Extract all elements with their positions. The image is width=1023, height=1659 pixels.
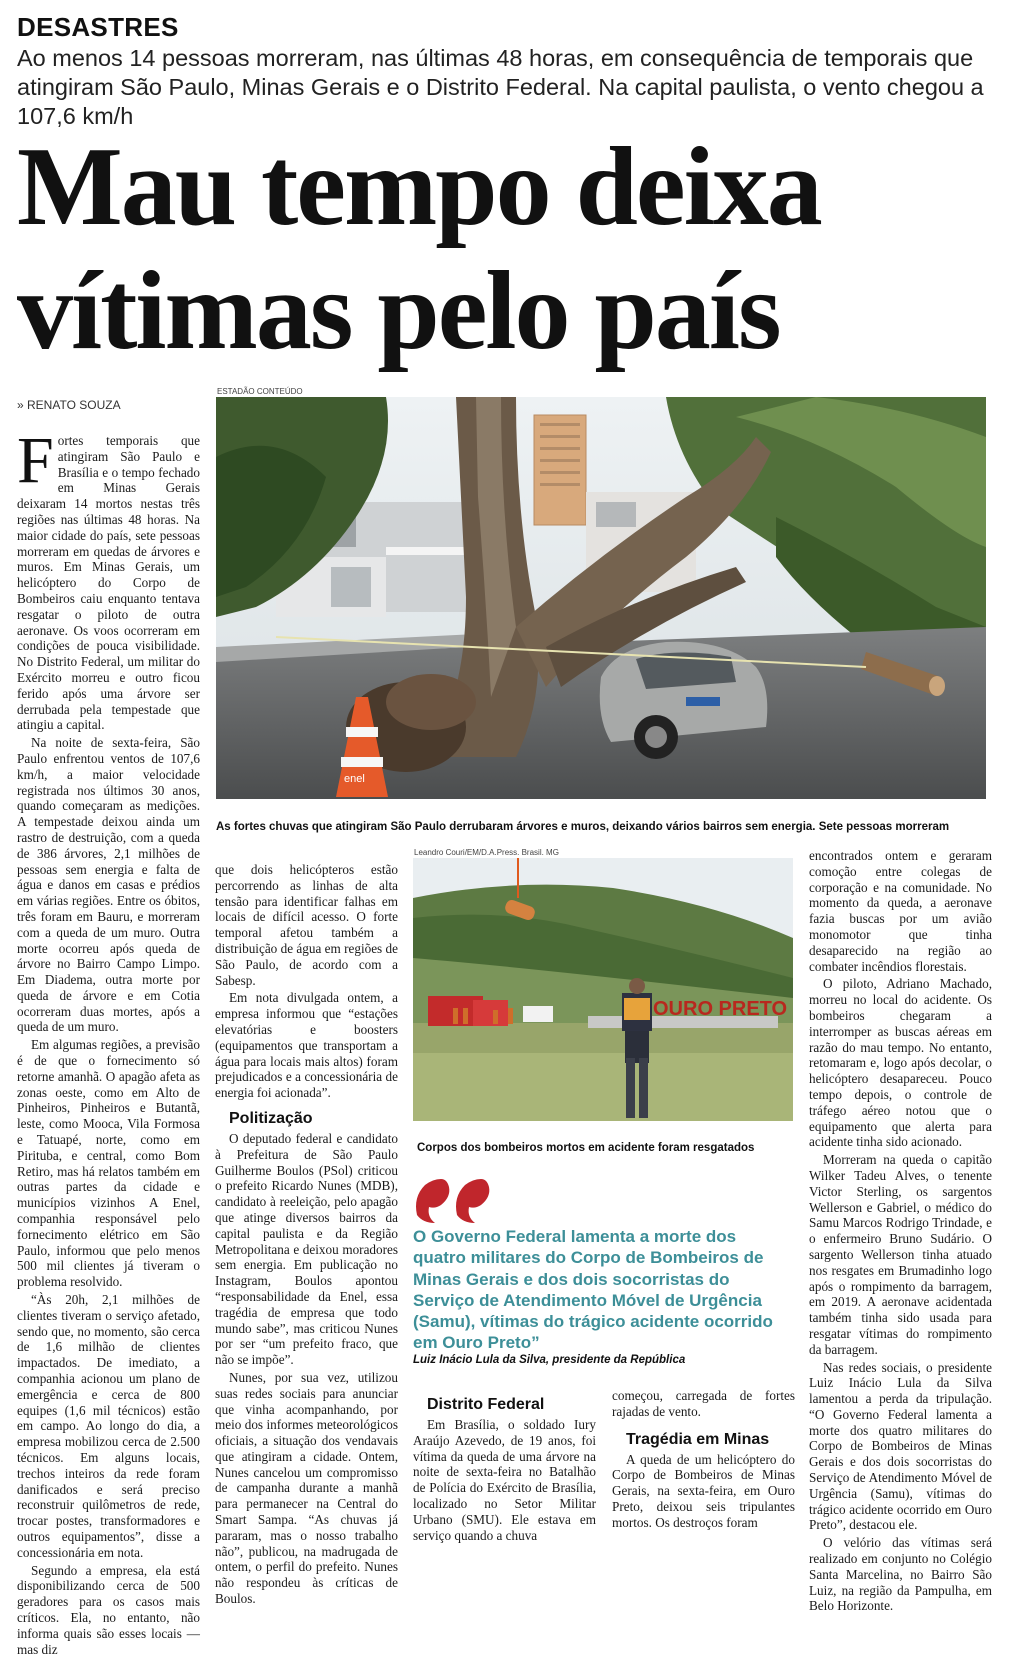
paragraph: O deputado federal e candidato à Prefeitura de São Paulo Guilherme Boulos (PSol) criticou o prefeito Ricardo Nunes (MDB), candidato à reeleição, pelo apagão que atinge diversos bairros da capital paulista e da Região Metropolitana e deixou moradores sem energia. Em publicação no Instagram, Boulos apontou “responsabilidade da Enel, essa tragédia de empresa que todo mundo sabe”, mas criticou Nunes por ser “um prefeito fraco, que não se impõe”. (215, 1130, 398, 1368)
photo-credit-second: Leandro Couri/EM/D.A.Press. Brasil. MG (414, 848, 559, 857)
paragraph: começou, carregada de fortes rajadas de vento. (612, 1388, 795, 1419)
main-photo-fallen-tree (216, 397, 986, 799)
headline-line-1: Mau tempo deixa (17, 125, 821, 249)
photo-credit-main: ESTADÃO CONTEÚDO (217, 387, 303, 396)
paragraph: Em algumas regiões, a previsão é de que o fornecimento só retorne amanhã. O apagão afeta as zonas oeste, como em Alto de Pinheiros, Pinheiros e Butantã, leste, como Mooca, Vila Formosa e Tatuapé, norte, como em Pirituba, e central, como Bom Retiro, mas há relatos também em outras partes da cidade e municípios vizinhos A Enel, companhia responsável pelo fornecimento elétrico em São Paulo, informou que pelo menos 500 mil clientes já tiveram o problema resolvido. (17, 1037, 200, 1290)
paragraph: A queda de um helicóptero do Corpo de Bombeiros de Minas Gerais, na sexta-feira, em Ouro Preto, deixou seis tripulantes mortos. Os destroços foram (612, 1451, 795, 1530)
paragraph-text: ortes temporais que atingiram São Paulo e Brasília e o tempo fechado em Minas Gerais deixaram 14 mortos nestas três regiões nas últimas 48 horas. Na maior cidade do país, sete pessoas morreram em quedas de árvores e muros. Em Minas Gerais, um helicóptero do Corpo de Bombeiros caiu enquanto tentava resgatar o piloto de outra aeronave. Os voos ocorreram em condições de pouca visibilidade. No Distrito Federal, um militar do Exército morreu e outro ficou ferido após uma árvore ser derrubada pela tempestade que atingiu a capital. (17, 433, 200, 733)
fallen-tree-illustration (216, 397, 986, 799)
section-tag: DESASTRES (17, 12, 179, 42)
rescue-scene-illustration (413, 858, 793, 1121)
article-column-5 (809, 848, 992, 1616)
article-column-2 (215, 862, 398, 1609)
paragraph (17, 424, 200, 733)
ouro-preto-sign: OURO PRETO (653, 998, 788, 1020)
headline (17, 125, 1017, 373)
paragraph: Em Brasília, o soldado Iury Araújo Azevedo, de 19 anos, foi vítima da queda de uma árvore na noite de sexta-feira no Batalhão de Polícia do Exército de Brasília, localizado no Setor Militar Urbano (SMU). Ele estava em serviço quando a chuva (413, 1417, 596, 1543)
quote-open-icon (413, 1177, 493, 1225)
article-column-3 (413, 1395, 596, 1545)
paragraph: O piloto, Adriano Machado, morreu no local do acidente. Os bombeiros chegaram a interromper as buscas aéreas em razão do mau tempo. No entanto, retomaram e, logo após decolar, o helicóptero desapareceu. Pouco tempo depois, o controle de tráfego aéreo notou que o equipamento que alerta para acidente tinha sido acionado. (809, 976, 992, 1150)
caption-main-photo: As fortes chuvas que atingiram São Paulo derrubaram árvores e muros, deixando vários bairros sem energia. Sete pessoas morreram (216, 821, 950, 833)
paragraph: Em nota divulgada ontem, a empresa informou que “estações elevatórias e boosters (equipamentos que transportam a água para locais mais altos) foram prejudicados e a concessionária de energia foi acionada”. (215, 990, 398, 1101)
headline-line-2: vítimas pelo país (17, 249, 780, 373)
paragraph: Segundo a empresa, ela está disponibilizando cerca de 500 geradores para os casos mais críticos. Ela, no entanto, não informa quais são esses locais — mas diz (17, 1562, 200, 1657)
byline: » RENATO SOUZA (17, 398, 121, 412)
article-column-1 (17, 424, 200, 1659)
deck-subtitle: Ao menos 14 pessoas morreram, nas últimas 48 horas, em consequência de temporais que atingiram São Paulo, Minas Gerais e o Distrito Federal. Na capital paulista, o vento chegou a 107,6 km/h (17, 45, 984, 129)
cone-label: enel (344, 773, 365, 785)
caption-second-photo: Corpos dos bombeiros mortos em acidente foram resgatados (417, 1142, 755, 1154)
article-column-4 (612, 1388, 795, 1533)
paragraph: Nunes, por sua vez, utilizou suas redes sociais para anunciar que vinha acompanhando, por meio dos informes meteorológicos oficiais, a situação dos vendavais que atingiram a cidade. Ontem, Nunes cancelou um compromisso de campanha durante a manhã para permanecer na Central do Smart Sampa. “As chuvas já pararam, mas o nosso trabalho não”, publicou, na madrugada de ontem, o perfil do prefeito. Nunes não respondeu às críticas de Boulos. (215, 1369, 398, 1607)
subhead-distrito-federal: Distrito Federal (427, 1396, 545, 1413)
quote-mark-icon (413, 1177, 493, 1229)
pull-quote-text: O Governo Federal lamenta a morte dos quatro militares do Corpo de Bombeiros de Minas Gerais e dos dois socorristas do Serviço de Atendimento Móvel de Urgência (Samu), vítimas do trágico acidente ocorrido em Ouro Preto” (413, 1227, 773, 1353)
paragraph: encontrados ontem e geraram comoção entre colegas de corporação e na comunidade. No momento da queda, a aeronave fazia buscas por um avião monomotor que tinha desaparecido na região ao combater incêndios florestais. (809, 848, 992, 974)
subhead-politizacao: Politização (229, 1109, 313, 1127)
second-photo-rescue (413, 858, 793, 1121)
paragraph: Morreram na queda o capitão Wilker Tadeu Alves, o tenente Victor Sterling, os sargentos Wellerson e Gabriel, o médico do Samu Marcos Rodrigo Trindade, e o enfermeiro Bruno Sudário. O sargento Wellerson tinha atuado nos resgates em Brumadinho logo após o rompimento da barragem, em 2019. A aeronave acidentada também tinha sido usada para resgatar vítimas do rompimento da barragem. (809, 1152, 992, 1357)
paragraph: O velório das vítimas será realizado em conjunto no Colégio Santa Marcelina, no Bairro São Luiz, na região da Pampulha, em Belo Horizonte. (809, 1535, 992, 1614)
subhead-tragedia-em-minas: Tragédia em Minas (626, 1430, 770, 1448)
paragraph: “Às 20h, 2,1 milhões de clientes tiveram o serviço afetado, sendo que, no momento, são cerca de 1,6 milhão de clientes impactados. De imediato, a companhia acionou um plano de emergência e cerca de 800 equipes (1,6 mil técnicos) estão em campo. Ao longo do dia, a empresa mobilizou cerca de 2.500 técnicos. Em alguns locais, trechos inteiros da rede foram danificados e será preciso reconstruir quilômetros de rede, trocar postes, transformadores e outros equipamentos”, disse a concessionária em nota. (17, 1292, 200, 1560)
paragraph: Nas redes sociais, o presidente Luiz Inácio Lula da Silva lamentou a perda da tripulação. “O Governo Federal lamenta a morte dos quatro militares do Corpo de Bombeiros de Minas Gerais e dos dois socorristas do Serviço de Atendimento Móvel de Urgência (Samu), vítimas do trágico acidente ocorrido em Ouro Preto”, destacou ele. (809, 1359, 992, 1533)
drop-cap: F (17, 424, 54, 497)
paragraph: que dois helicópteros estão percorrendo as linhas de alta tensão para identificar falhas em locais de difícil acesso. O forte temporal afetou também a distribuição de água em regiões de São Paulo, de acordo com a Sabesp. (215, 862, 398, 988)
paragraph: Na noite de sexta-feira, São Paulo enfrentou ventos de 107,6 km/h, a maior velocidade registrada nos últimos 30 anos, quando começaram as medições. A tempestade deixou ainda um rastro de destruição, com a queda de 386 árvores, 2,1 milhões de pessoas sem energia e falta de água e danos em casas e prédios em várias regiões. Entre os óbitos, três foram em Bauru, e morreram com a queda de um muro. Outra morte ocorreu após queda de árvore no Bairro Campo Limpo. Em Diadema, outra morte por queda de árvore e em Cotia ocorreram duas mortes, após a queda de um muro. (17, 735, 200, 1035)
pull-quote-author: Luiz Inácio Lula da Silva, presidente da República (413, 1354, 686, 1366)
